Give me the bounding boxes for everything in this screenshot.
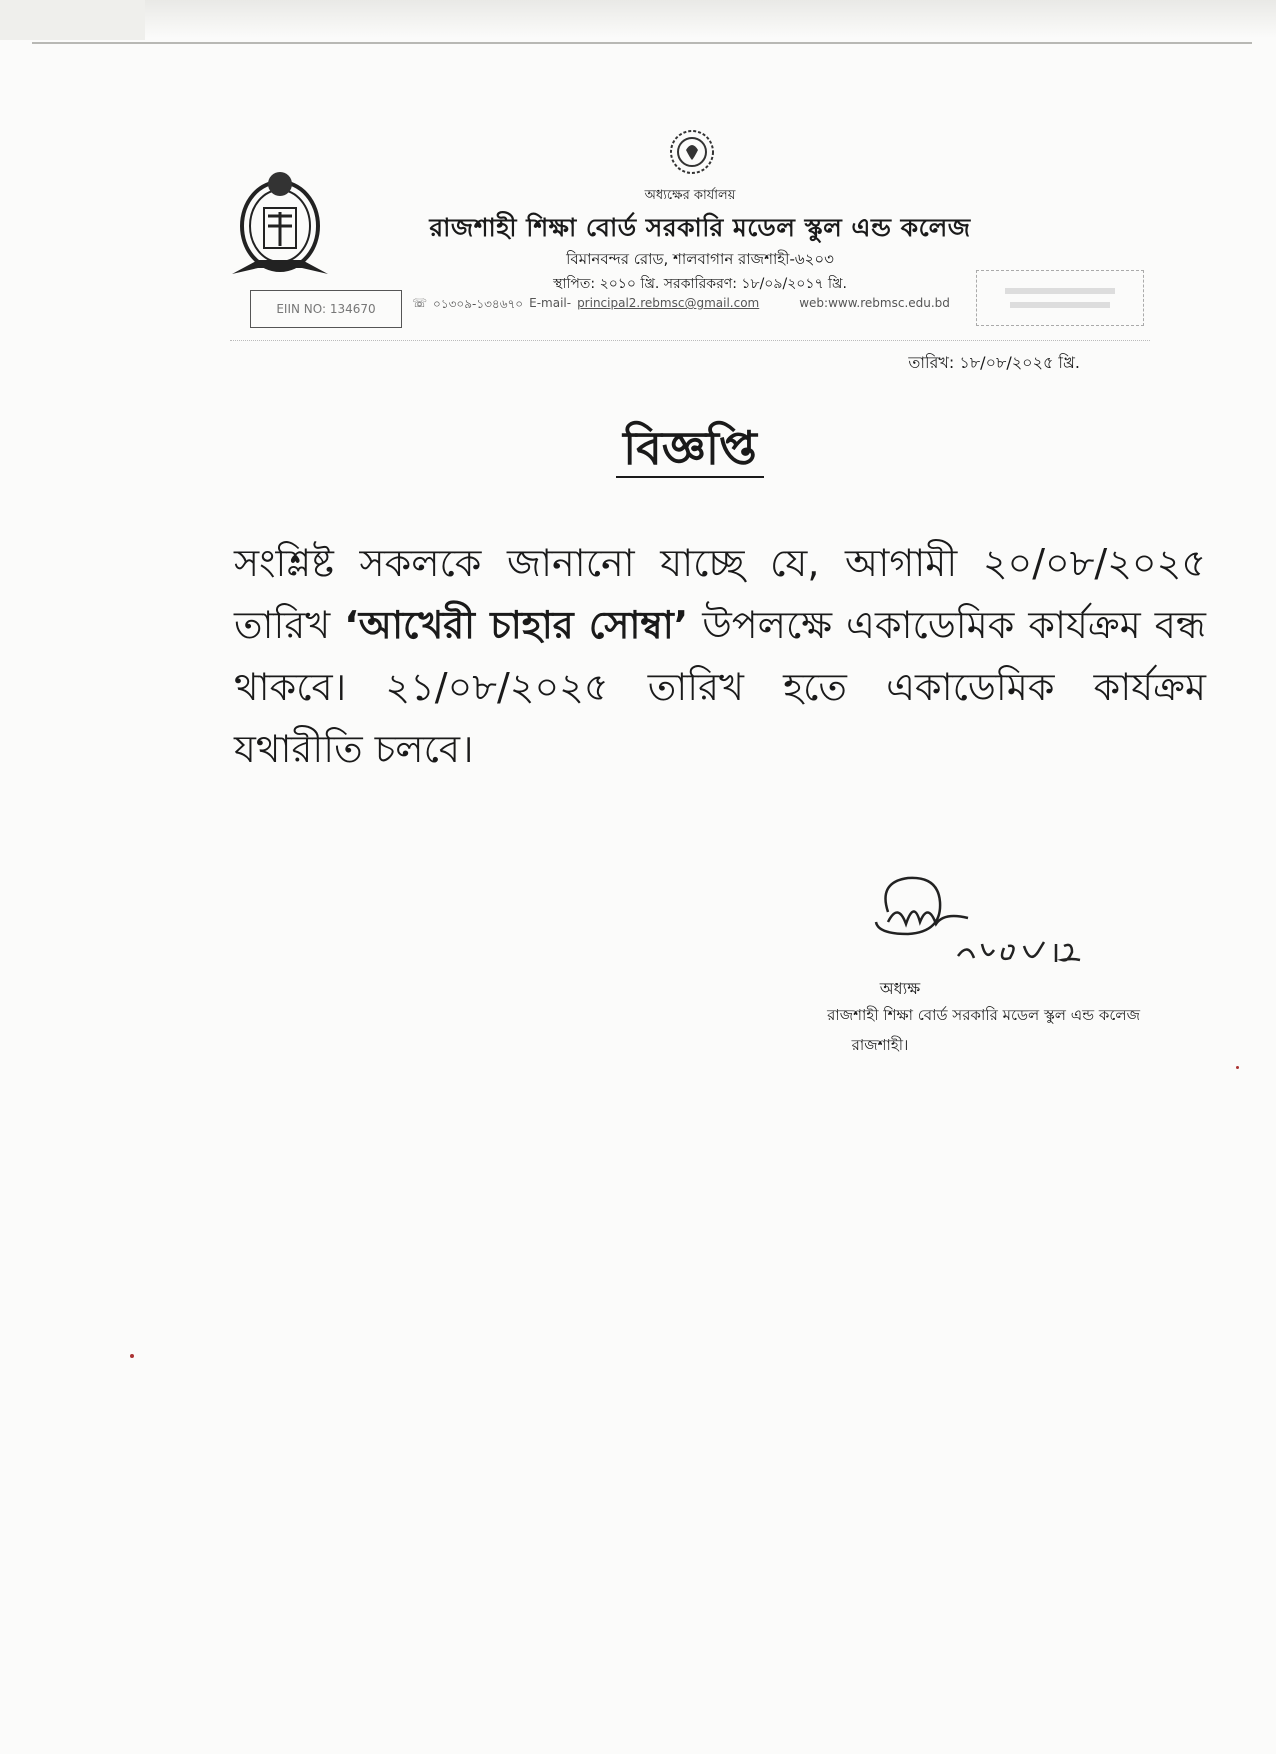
signatory-city: রাজশাহী। <box>851 1036 909 1054</box>
email-link[interactable]: principal2.rebmsc@gmail.com <box>577 296 760 310</box>
principal-signature <box>858 872 1128 982</box>
notice-title: বিজ্ঞপ্তি <box>623 421 757 475</box>
eiin-box <box>250 290 402 328</box>
signatory-organization: রাজশাহী শিক্ষা বোর্ড সরকারি মডেল স্কুল এন্ড কলেজ <box>827 1006 1140 1024</box>
phone-icon: ☏ <box>412 296 428 310</box>
title-underline <box>616 476 764 478</box>
contact-line <box>412 296 972 316</box>
header-divider <box>230 340 1150 342</box>
government-emblem-icon <box>668 128 716 176</box>
phone-number: ০১৩০৯-১৩৪৬৭০ <box>433 297 524 311</box>
college-logo-icon <box>228 168 332 286</box>
institution-codes-box <box>976 270 1144 326</box>
eiin-number: EIIN NO: 134670 <box>276 302 376 316</box>
establishment-info: স্থাপিত: ২০১০ খ্রি. সরকারিকরণ: ১৮/০৯/২০১৭ খ্রি. <box>553 276 847 292</box>
scan-speck <box>130 1354 134 1358</box>
scan-shadow <box>0 0 1276 38</box>
notice-body-part2: উপলক্ষে একাডেমিক কার্যক্রম বন্ধ থাকবে। ২১/০৮/২০২৫ তারিখ হতে একাডেমিক কার্যক্রম যথারীতি চলবে। <box>234 603 1207 771</box>
college-address: বিমানবন্দর রোড, শালবাগান রাজশাহী-৬২০৩ <box>566 250 834 268</box>
notice-body-highlight: ‘আখেরী চাহার সোম্বা’ <box>344 603 689 647</box>
office-label: অধ্যক্ষের কার্যালয় <box>644 188 736 203</box>
email-label: E-mail- <box>529 296 572 310</box>
scan-speck <box>1236 1066 1239 1069</box>
notice-body <box>234 532 1206 780</box>
website-link[interactable]: web:www.rebmsc.edu.bd <box>799 296 950 310</box>
college-name: রাজশাহী শিক্ষা বোর্ড সরকারি মডেল স্কুল এন্ড কলেজ <box>429 213 971 242</box>
scan-edge-line <box>32 42 1252 44</box>
notice-date: তারিখ: ১৮/০৮/২০২৫ খ্রি. <box>908 353 1080 372</box>
scan-shadow-corner <box>0 0 145 40</box>
notice-body-part1: সংশ্লিষ্ট সকলকে জানানো যাচ্ছে যে, আগামী ২০/০৮/২০২৫ তারিখ <box>234 541 1206 647</box>
signatory-title: অধ্যক্ষ <box>879 979 921 998</box>
